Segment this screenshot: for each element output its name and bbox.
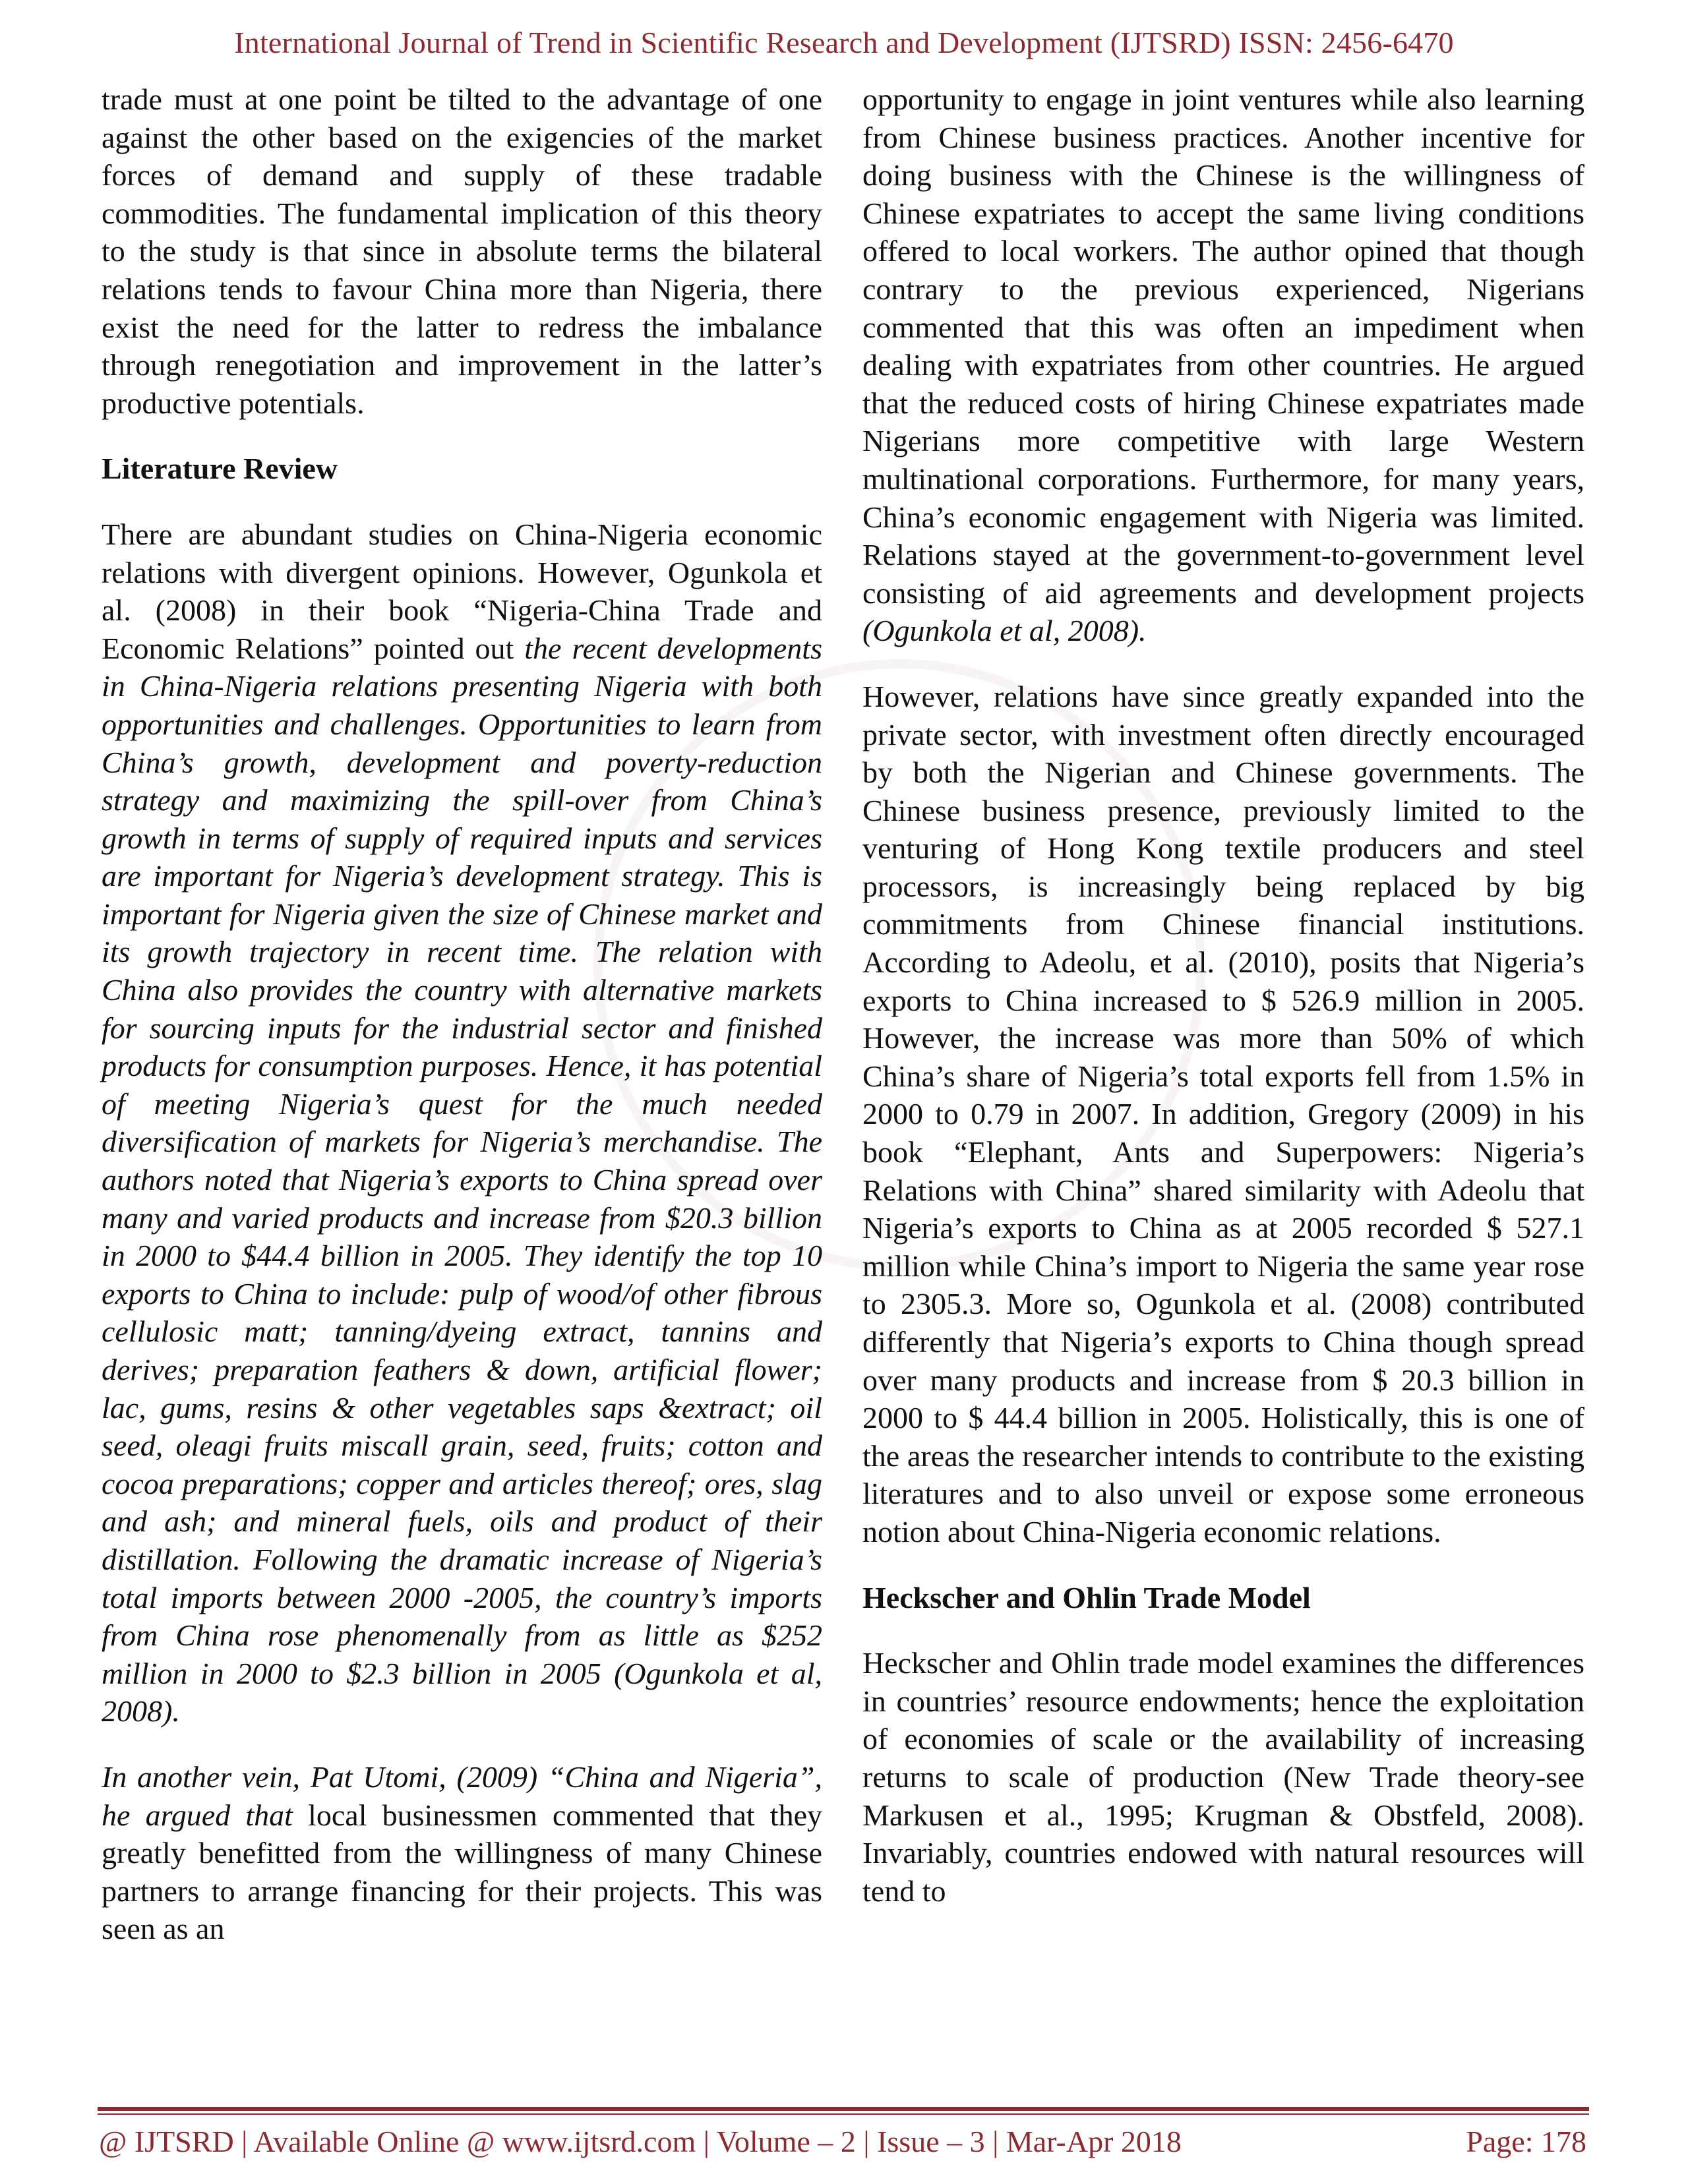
paragraph-utomi	[102, 1758, 822, 1948]
page-number: Page: 178	[1466, 2125, 1586, 2158]
paragraph-joint-ventures	[862, 80, 1584, 650]
footer-rule-thin	[98, 2113, 1589, 2115]
paragraph-heckscher-ohlin: Heckscher and Ohlin trade model examines the differences in countries’ resource endowments; hence the exploitation of economies of scale or the availability of increasing returns to scale of production (New Trade theory-see Markusen et al., 1995; Krugman & Obstfeld, 2008). Invariably, countries endowed with natural resources will tend to	[862, 1646, 1584, 1908]
paragraph-private-sector: However, relations have since greatly expanded into the private sector, with investment often directly encouraged by both the Nigerian and Chinese governments. The Chinese business presence, previously limited to the venturing of Hong Kong textile producers and steel processors, is increasingly being replaced by big commitments from Chinese financial institutions. According to Adeolu, et al. (2010), posits that Nigeria’s exports to China increased to $ 526.9 million in 2005. However, the increase was more than 50% of which China’s share of Nigeria’s total exports fell from 1.5% in 2000 to 0.79 in 2007. In addition, Gregory (2009) in his book “Elephant, Ants and Superpowers: Nigeria’s Relations with China” shared similarity with Adeolu that Nigeria’s exports to China as at 2005 recorded $ 527.1 million while China’s import to Nigeria the same year rose to 2305.3. More so, Ogunkola et al. (2008) contributed differently that Nigeria’s exports to China though spread over many products and increase from $ 20.3 billion in 2000 to $ 44.4 billion in 2005. Holistically, this is one of the areas the researcher intends to contribute to the existing literatures and to also unveil or expose some erroneous notion about China-Nigeria economic relations.	[862, 679, 1584, 1549]
paragraph-ogunkola	[102, 516, 822, 1730]
footer-citation: @ IJTSRD | Available Online @ www.ijtsrd.com | Volume – 2 | Issue – 3 | Mar-Apr 2018	[99, 2125, 1182, 2158]
paragraph-theory-implication: trade must at one point be tilted to the advantage of one against the other based on the exigencies of the market forces of demand and supply of these tradable commodities. The fundamental implication of this theory to the study is that since in absolute terms the bilateral relations tends to favour China more than Nigeria, there exist the need for the latter to redress the imbalance through renegotiation and improvement in the latter’s productive potentials.	[102, 82, 822, 420]
ogunkola-quote: the recent developments in China-Nigeria relations presenting Nigeria with both opportunities and challenges. Opportunities to learn from China’s growth, development and poverty-reduction strategy and maximizing the spill-over from China’s growth in terms of supply of required inputs and services are important for Nigeria’s development strategy. This is important for Nigeria given the size of Chinese market and its growth trajectory in recent time. The relation with China also provides the country with alternative markets for sourcing inputs for the industrial sector and finished products for consumption purposes. Hence, it has potential of meeting Nigeria’s quest for the much needed diversification of markets for Nigeria’s merchandise. The authors noted that Nigeria’s exports to China spread over many and varied products and increase from $20.3 billion in 2000 to $44.4 billion in 2005. They identify the top 10 exports to China to include: pulp of wood/of other fibrous cellulosic matt; tanning/dyeing extract, tannins and derives; preparation feathers & down, artificial flower; lac, gums, resins & other vegetables saps &extract; oil seed, oleagi fruits miscall grain, seed, fruits; cotton and cocoa preparations; copper and articles thereof; ores, slag and ash; and mineral fuels, oils and product of their distillation. Following the dramatic increase of Nigeria’s total imports between 2000 -2005, the country’s imports from China rose phenomenally from as little as $252 million in 2000 to $2.3 billion in 2005 (Ogunkola et al, 2008).	[102, 631, 822, 1728]
page-footer	[99, 2124, 1586, 2164]
joint-ventures-text: opportunity to engage in joint ventures while also learning from Chinese business practices. Another incentive for doing business with the Chinese is the willingness of Chinese expatriates to accept the same living conditions offered to local workers. The author opined that though contrary to the previous experienced, Nigerians commented that this was often an impediment when dealing with expatriates from other countries. He argued that the reduced costs of hiring Chinese expatriates made Nigerians more competitive with large Western multinational corporations. Furthermore, for many years, China’s economic engagement with Nigeria was limited. Relations stayed at the government-to-government level consisting of aid agreements and development projects	[862, 82, 1584, 610]
footer-rule-thick	[98, 2107, 1589, 2111]
utomi-intro: In another vein, Pat Utomi, (2009) “China and Nigeria”, he argued that	[102, 1759, 822, 1832]
left-column	[102, 80, 822, 1976]
ogunkola-intro: There are abundant studies on China-Nigeria economic relations with divergent opinions. However, Ogunkola et al. (2008) in their book “Nigeria-China Trade and Economic Relations” pointed out	[102, 517, 822, 665]
journal-header: International Journal of Trend in Scientific Research and Development (IJTSRD) ISSN: 2456-6470	[234, 26, 1454, 59]
heading-literature-review: Literature Review	[102, 452, 338, 486]
joint-ventures-citation: (Ogunkola et al, 2008).	[862, 614, 1147, 648]
right-column	[862, 80, 1584, 1937]
utomi-text: local businessmen commented that they greatly benefitted from the willingness of many Chinese partners to arrange financing for their projects. This was seen as an	[102, 1798, 822, 1946]
heading-heckscher-ohlin: Heckscher and Ohlin Trade Model	[862, 1580, 1311, 1614]
